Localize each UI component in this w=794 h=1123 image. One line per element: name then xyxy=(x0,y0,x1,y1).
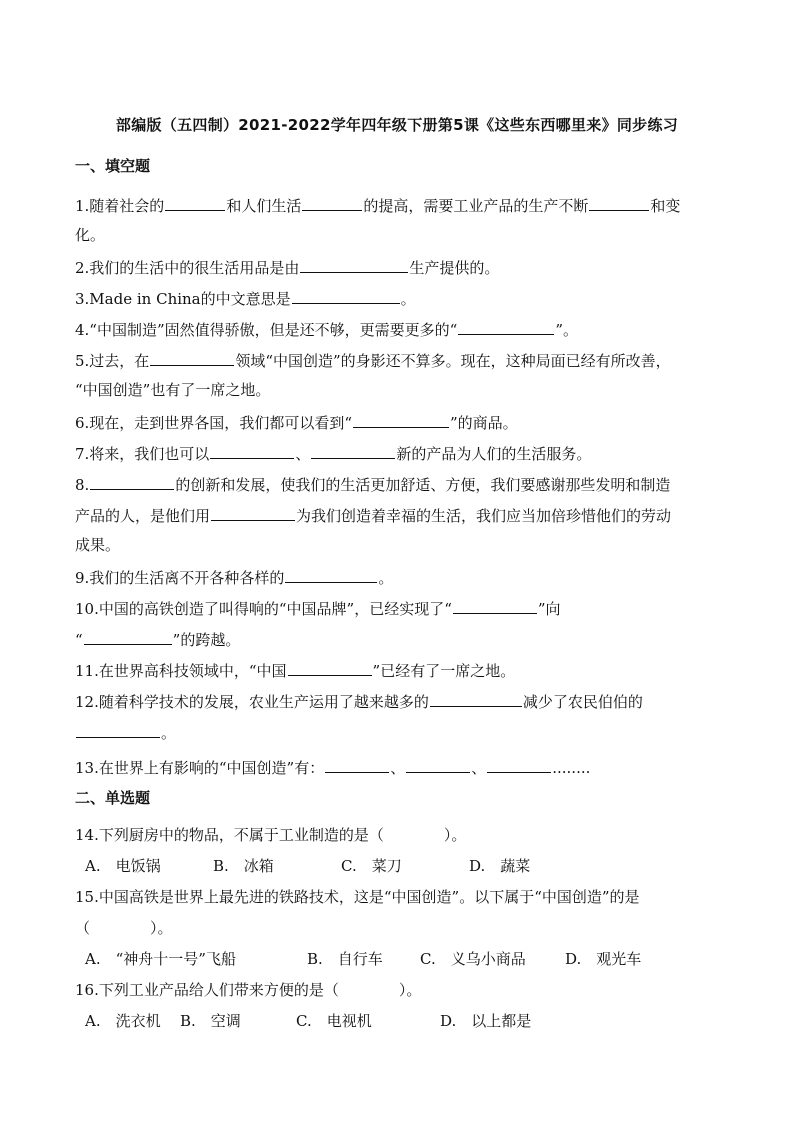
answer-blank[interactable] xyxy=(458,318,554,335)
question-4: 4.“中国制造”固然值得骄傲，但是还不够，更需要更多的“ ”。 xyxy=(75,318,578,340)
question-8-line-3: 成果。 xyxy=(75,536,121,554)
question-5-line-1: 5.过去，在 领域“中国创造”的身影还不算多。现在，这种局面已经有所改善， xyxy=(75,349,671,371)
question-10-line-1: 10.中国的高铁创造了叫得响的“中国品牌”，已经实现了“ ”向 xyxy=(75,597,561,619)
question-16-option-c[interactable]: C. 电视机 xyxy=(296,1012,372,1030)
question-15-option-a[interactable]: A. “神舟十一号”飞船 xyxy=(85,950,236,968)
answer-blank[interactable] xyxy=(311,442,395,459)
question-15-stem: 15.中国高铁是世界上最先进的铁路技术，这是“中国创造”。以下属于“中国创造”的是 xyxy=(75,888,640,906)
question-14-option-c[interactable]: C. 菜刀 xyxy=(341,857,402,875)
answer-blank[interactable] xyxy=(325,756,389,773)
answer-blank[interactable] xyxy=(406,756,470,773)
question-15-option-d[interactable]: D. 观光车 xyxy=(565,950,642,968)
answer-blank[interactable] xyxy=(90,473,174,490)
answer-blank[interactable] xyxy=(353,411,449,428)
section-single-choice-heading: 二、单选题 xyxy=(75,789,151,807)
question-13: 13.在世界上有影响的“中国创造”有： 、 、 ........ xyxy=(75,756,590,778)
question-15-option-b[interactable]: B. 自行车 xyxy=(307,950,383,968)
question-1-line-1: 1.随着社会的 和人们生活 的提高，需要工业产品的生产不断 和变 xyxy=(75,194,680,216)
question-16-stem: 16.下列工业产品给人们带来方便的是（ ）。 xyxy=(75,981,422,999)
answer-blank[interactable] xyxy=(430,690,522,707)
answer-blank[interactable] xyxy=(288,659,372,676)
answer-blank[interactable] xyxy=(76,721,160,738)
question-9: 9.我们的生活离不开各种各样的 。 xyxy=(75,566,393,588)
answer-blank[interactable] xyxy=(285,566,377,583)
question-16-option-d[interactable]: D. 以上都是 xyxy=(440,1012,532,1030)
answer-blank[interactable] xyxy=(487,756,551,773)
question-6: 6.现在，走到世界各国，我们都可以看到“ ”的商品。 xyxy=(75,411,518,433)
answer-blank[interactable] xyxy=(292,287,400,304)
answer-blank[interactable] xyxy=(165,194,225,211)
question-16-option-a[interactable]: A. 洗衣机 xyxy=(85,1012,161,1030)
question-5-line-2: “中国创造”也有了一席之地。 xyxy=(75,381,271,399)
answer-blank[interactable] xyxy=(150,349,234,366)
answer-blank[interactable] xyxy=(211,504,295,521)
question-2: 2.我们的生活中的很生活用品是由 生产提供的。 xyxy=(75,256,499,278)
question-12-line-2: 。 xyxy=(75,721,176,743)
answer-blank[interactable] xyxy=(302,194,362,211)
question-12-line-1: 12.随着科学技术的发展，农业生产运用了越来越多的 减少了农民伯伯的 xyxy=(75,690,643,712)
answer-blank[interactable] xyxy=(210,442,294,459)
question-1-line-2: 化。 xyxy=(75,226,106,244)
answer-blank[interactable] xyxy=(453,597,537,614)
question-14-stem: 14.下列厨房中的物品，不属于工业制造的是（ ）。 xyxy=(75,826,467,844)
question-14-option-d[interactable]: D. 蔬菜 xyxy=(469,857,531,875)
question-3: 3.Made in China的中文意思是 。 xyxy=(75,287,416,309)
question-14-option-a[interactable]: A. 电饭锅 xyxy=(85,857,161,875)
question-8-line-1: 8. 的创新和发展，使我们的生活更加舒适、方便，我们要感谢那些发明和制造 xyxy=(75,473,670,495)
question-7: 7.将来，我们也可以 、 新的产品为人们的生活服务。 xyxy=(75,442,591,464)
section-fill-blank-heading: 一、填空题 xyxy=(75,157,151,175)
answer-blank[interactable] xyxy=(300,256,408,273)
answer-blank[interactable] xyxy=(84,628,172,645)
question-16-option-b[interactable]: B. 空调 xyxy=(180,1012,241,1030)
question-10-line-2: “ ”的跨越。 xyxy=(75,628,240,650)
question-11: 11.在世界高科技领域中，“中国 ”已经有了一席之地。 xyxy=(75,659,515,681)
answer-blank[interactable] xyxy=(589,194,649,211)
question-8-line-2: 产品的人，是他们用 为我们创造着幸福的生活，我们应当加倍珍惜他们的劳动 xyxy=(75,504,671,526)
question-15-option-c[interactable]: C. 义乌小商品 xyxy=(420,950,526,968)
question-15-stem-line-2: （ ）。 xyxy=(75,919,173,937)
page-title: 部编版（五四制）2021-2022学年四年级下册第5课《这些东西哪里来》同步练习 xyxy=(115,116,679,134)
question-14-option-b[interactable]: B. 冰箱 xyxy=(213,857,274,875)
